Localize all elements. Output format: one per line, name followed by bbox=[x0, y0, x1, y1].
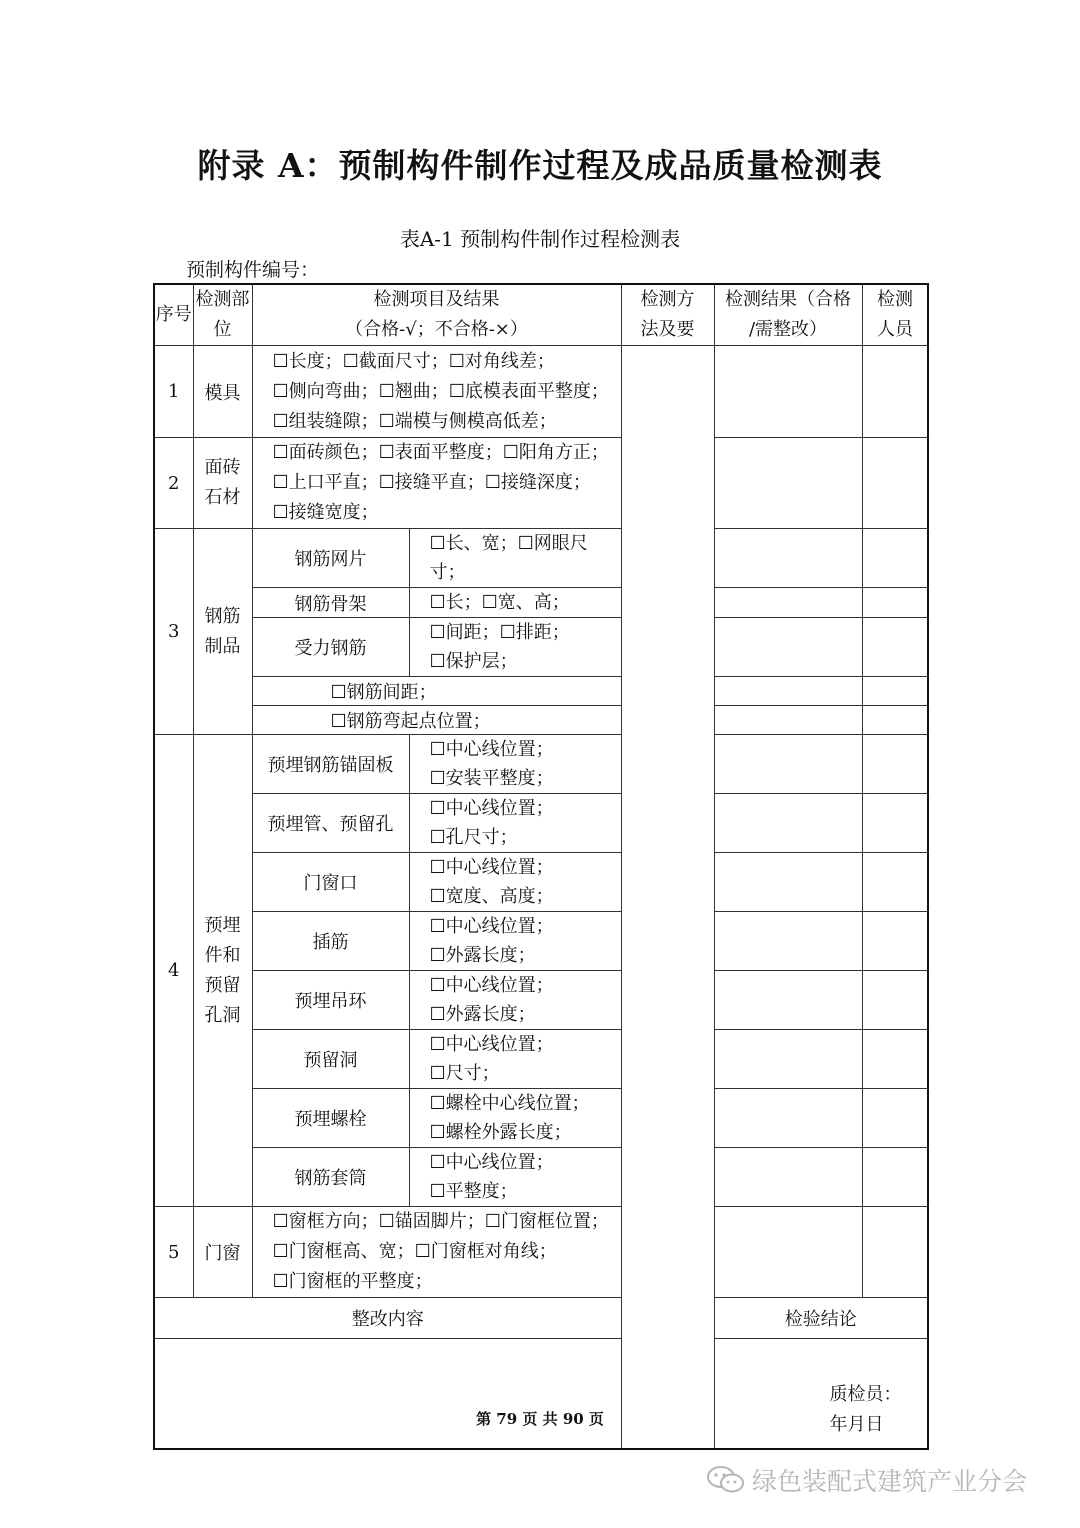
table-row bbox=[154, 1030, 928, 1089]
sub-item-checks: ☐间距；☐排距； ☐保护层； bbox=[409, 618, 621, 677]
page-title: 附录 A：预制构件制作过程及成品质量检测表 bbox=[197, 146, 883, 185]
row-items: ☐窗框方向；☐锚固脚片；☐门窗框位置； ☐门窗框高、宽；☐门窗框对角线； ☐门窗框的平整度； bbox=[252, 1207, 621, 1298]
header-person: 检测 人员 bbox=[862, 284, 928, 346]
row-items: ☐面砖颜色；☐表面平整度；☐阳角方正； ☐上口平直；☐接缝平直；☐接缝深度； ☐接缝宽度； bbox=[252, 438, 621, 529]
full-item-checks: ☐钢筋弯起点位置； bbox=[252, 706, 621, 735]
sub-item-checks: ☐长、宽；☐网眼尺寸； bbox=[409, 529, 621, 588]
result-cell bbox=[714, 677, 862, 706]
page-number: 第 79 页 共 90 页 bbox=[476, 1410, 604, 1428]
result-cell bbox=[714, 735, 862, 794]
table-row bbox=[154, 529, 928, 588]
table-row bbox=[154, 588, 928, 618]
result-cell bbox=[714, 1148, 862, 1207]
table-row bbox=[154, 853, 928, 912]
row-number: 1 bbox=[154, 346, 193, 438]
result-cell bbox=[714, 706, 862, 735]
table-row bbox=[154, 1089, 928, 1148]
person-cell bbox=[862, 529, 928, 588]
table-row bbox=[154, 735, 928, 794]
sub-item-name: 插筋 bbox=[252, 912, 409, 971]
sub-item-checks: ☐螺栓中心线位置； ☐螺栓外露长度； bbox=[409, 1089, 621, 1148]
conclusion-content bbox=[714, 1339, 928, 1449]
conclusion-label: 检验结论 bbox=[714, 1298, 928, 1339]
person-cell bbox=[862, 1089, 928, 1148]
row-number: 2 bbox=[154, 438, 193, 529]
result-cell bbox=[714, 1089, 862, 1148]
person-cell bbox=[862, 1207, 928, 1298]
table-row bbox=[154, 912, 928, 971]
table-row bbox=[154, 971, 928, 1030]
person-cell bbox=[862, 794, 928, 853]
sub-item-name: 预埋吊环 bbox=[252, 971, 409, 1030]
sub-item-name: 预留洞 bbox=[252, 1030, 409, 1089]
summary-content-row bbox=[154, 1339, 928, 1449]
row-number: 4 bbox=[154, 735, 193, 1207]
result-cell bbox=[714, 794, 862, 853]
person-cell bbox=[862, 853, 928, 912]
component-code-label: 预制构件编号： bbox=[186, 259, 320, 281]
table-row bbox=[154, 438, 928, 529]
method-cell bbox=[621, 346, 714, 1449]
row-items: ☐长度；☐截面尺寸；☐对角线差； ☐侧向弯曲；☐翘曲；☐底模表面平整度； ☐组装缝隙；☐端模与侧模高低差； bbox=[252, 346, 621, 438]
sub-item-name: 预埋螺栓 bbox=[252, 1089, 409, 1148]
header-items: 检测项目及结果 （合格-√；不合格-×） bbox=[252, 284, 621, 346]
person-cell bbox=[862, 346, 928, 438]
person-cell bbox=[862, 588, 928, 618]
sub-item-checks: ☐长；☐宽、高； bbox=[409, 588, 621, 618]
watermark: 绿色装配式建筑产业分会 bbox=[706, 1462, 1027, 1501]
header-method: 检测方 法及要 bbox=[621, 284, 714, 346]
sub-item-name: 受力钢筋 bbox=[252, 618, 409, 677]
header-seq: 序号 bbox=[154, 284, 193, 346]
sub-item-checks: ☐中心线位置； ☐孔尺寸； bbox=[409, 794, 621, 853]
table-row bbox=[154, 794, 928, 853]
result-cell bbox=[714, 971, 862, 1030]
chat-bubble-icon bbox=[706, 1465, 746, 1501]
result-cell bbox=[714, 1030, 862, 1089]
sub-item-name: 钢筋网片 bbox=[252, 529, 409, 588]
sub-item-name: 预埋管、预留孔 bbox=[252, 794, 409, 853]
date-label: 年月日 bbox=[829, 1413, 884, 1435]
sub-item-name: 钢筋套筒 bbox=[252, 1148, 409, 1207]
table-row bbox=[154, 706, 928, 735]
row-part: 模具 bbox=[193, 346, 252, 438]
row-part: 门窗 bbox=[193, 1207, 252, 1298]
table-row bbox=[154, 346, 928, 438]
sub-item-name: 预埋钢筋锚固板 bbox=[252, 735, 409, 794]
person-cell bbox=[862, 438, 928, 529]
result-cell bbox=[714, 853, 862, 912]
summary-header-row bbox=[154, 1298, 928, 1339]
person-cell bbox=[862, 618, 928, 677]
sub-item-checks: ☐中心线位置； ☐外露长度； bbox=[409, 971, 621, 1030]
sub-item-checks: ☐中心线位置； ☐平整度； bbox=[409, 1148, 621, 1207]
result-cell bbox=[714, 529, 862, 588]
inspection-table bbox=[153, 283, 929, 1450]
sub-item-checks: ☐中心线位置； ☐外露长度； bbox=[409, 912, 621, 971]
person-cell bbox=[862, 677, 928, 706]
header-part: 检测部位 bbox=[193, 284, 252, 346]
result-cell bbox=[714, 1207, 862, 1298]
rectify-content bbox=[154, 1339, 621, 1449]
sub-item-checks: ☐中心线位置； ☐尺寸； bbox=[409, 1030, 621, 1089]
row-part: 钢筋制品 bbox=[193, 529, 252, 735]
inspector-label: 质检员： bbox=[829, 1383, 902, 1405]
table-row bbox=[154, 677, 928, 706]
table-row bbox=[154, 1207, 928, 1298]
person-cell bbox=[862, 706, 928, 735]
sub-item-name: 门窗口 bbox=[252, 853, 409, 912]
sub-item-name: 钢筋骨架 bbox=[252, 588, 409, 618]
table-caption: 表A-1 预制构件制作过程检测表 bbox=[399, 227, 681, 251]
person-cell bbox=[862, 1148, 928, 1207]
full-item-checks: ☐钢筋间距； bbox=[252, 677, 621, 706]
result-cell bbox=[714, 588, 862, 618]
row-part: 面砖石材 bbox=[193, 438, 252, 529]
table-row bbox=[154, 1148, 928, 1207]
result-cell bbox=[714, 438, 862, 529]
person-cell bbox=[862, 912, 928, 971]
sub-item-checks: ☐中心线位置； ☐安装平整度； bbox=[409, 735, 621, 794]
table-header-row bbox=[154, 284, 928, 346]
person-cell bbox=[862, 1030, 928, 1089]
result-cell bbox=[714, 618, 862, 677]
result-cell bbox=[714, 346, 862, 438]
row-number: 3 bbox=[154, 529, 193, 735]
row-part: 预埋件和预留孔洞 bbox=[193, 735, 252, 1207]
person-cell bbox=[862, 735, 928, 794]
person-cell bbox=[862, 971, 928, 1030]
header-result: 检测结果（合格 /需整改） bbox=[714, 284, 862, 346]
result-cell bbox=[714, 912, 862, 971]
rectify-label: 整改内容 bbox=[154, 1298, 621, 1339]
table-row bbox=[154, 618, 928, 677]
sub-item-checks: ☐中心线位置； ☐宽度、高度； bbox=[409, 853, 621, 912]
row-number: 5 bbox=[154, 1207, 193, 1298]
